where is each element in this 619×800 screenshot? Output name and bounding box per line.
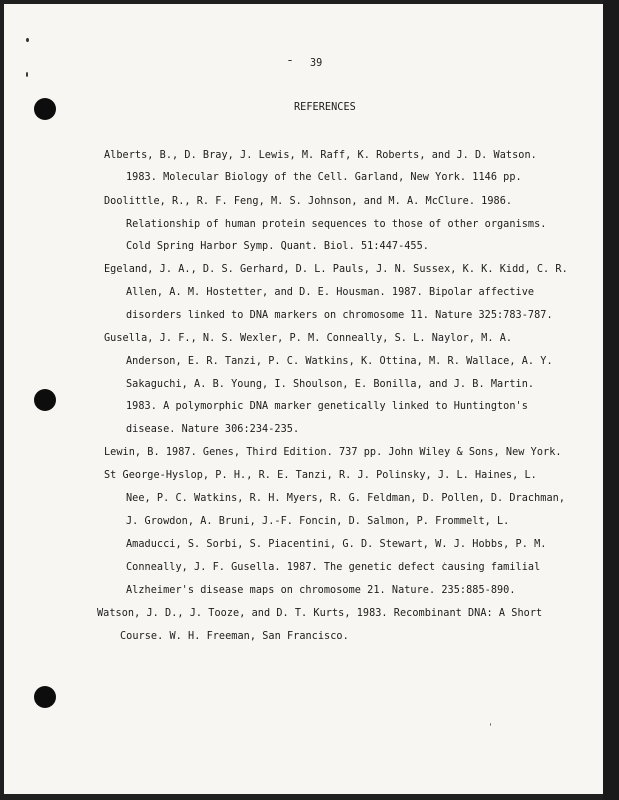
- reference-line: Amaducci, S. Sorbi, S. Piacentini, G. D. Stewart, W. J. Hobbs, P. M.: [126, 539, 547, 550]
- scan-speck: [26, 38, 29, 42]
- reference-line: 1983. Molecular Biology of the Cell. Garland, New York. 1146 pp.: [126, 172, 522, 183]
- reference-line: Conneally, J. F. Gusella. 1987. The genetic defect causing familial: [126, 562, 541, 573]
- page-number: 39: [310, 58, 323, 69]
- reference-line: Doolittle, R., R. F. Feng, M. S. Johnson, and M. A. McClure. 1986.: [104, 196, 513, 207]
- punch-hole: [34, 686, 56, 708]
- punch-hole: [34, 389, 56, 411]
- reference-line: Sakaguchi, A. B. Young, I. Shoulson, E. Bonilla, and J. B. Martin.: [126, 379, 535, 390]
- scan-speck: [288, 60, 292, 61]
- reference-line: Lewin, B. 1987. Genes, Third Edition. 737 pp. John Wiley & Sons, New York.: [104, 447, 562, 458]
- reference-line: Gusella, J. F., N. S. Wexler, P. M. Conneally, S. L. Naylor, M. A.: [104, 333, 513, 344]
- reference-line: Anderson, E. R. Tanzi, P. C. Watkins, K. Ottina, M. R. Wallace, A. Y.: [126, 356, 553, 367]
- reference-line: Course. W. H. Freeman, San Francisco.: [120, 631, 349, 642]
- page-heading: REFERENCES: [294, 102, 356, 113]
- reference-line: Alzheimer's disease maps on chromosome 21. Nature. 235:885-890.: [126, 585, 516, 596]
- document-page: [4, 4, 607, 794]
- reference-line: Watson, J. D., J. Tooze, and D. T. Kurts, 1983. Recombinant DNA: A Short: [97, 608, 543, 619]
- reference-line: Allen, A. M. Hostetter, and D. E. Housman. 1987. Bipolar affective: [126, 287, 535, 298]
- reference-line: disorders linked to DNA markers on chromosome 11. Nature 325:783-787.: [126, 310, 553, 321]
- reference-line: 1983. A polymorphic DNA marker genetically linked to Huntington's: [126, 401, 528, 412]
- reference-line: Cold Spring Harbor Symp. Quant. Biol. 51:447-455.: [126, 241, 429, 252]
- punch-hole: [34, 98, 56, 120]
- reference-line: Nee, P. C. Watkins, R. H. Myers, R. G. Feldman, D. Pollen, D. Drachman,: [126, 493, 566, 504]
- reference-line: Alberts, B., D. Bray, J. Lewis, M. Raff, K. Roberts, and J. D. Watson.: [104, 150, 537, 161]
- reference-line: disease. Nature 306:234-235.: [126, 424, 300, 435]
- scanner-edge: [603, 0, 619, 800]
- reference-line: J. Growdon, A. Bruni, J.-F. Foncin, D. Salmon, P. Frommelt, L.: [126, 516, 510, 527]
- reference-line: Egeland, J. A., D. S. Gerhard, D. L. Pauls, J. N. Sussex, K. K. Kidd, C. R.: [104, 264, 568, 275]
- scan-speck: [26, 72, 28, 77]
- scan-speck: [490, 723, 491, 726]
- reference-line: St George-Hyslop, P. H., R. E. Tanzi, R. J. Polinsky, J. L. Haines, L.: [104, 470, 537, 481]
- reference-line: Relationship of human protein sequences to those of other organisms.: [126, 219, 547, 230]
